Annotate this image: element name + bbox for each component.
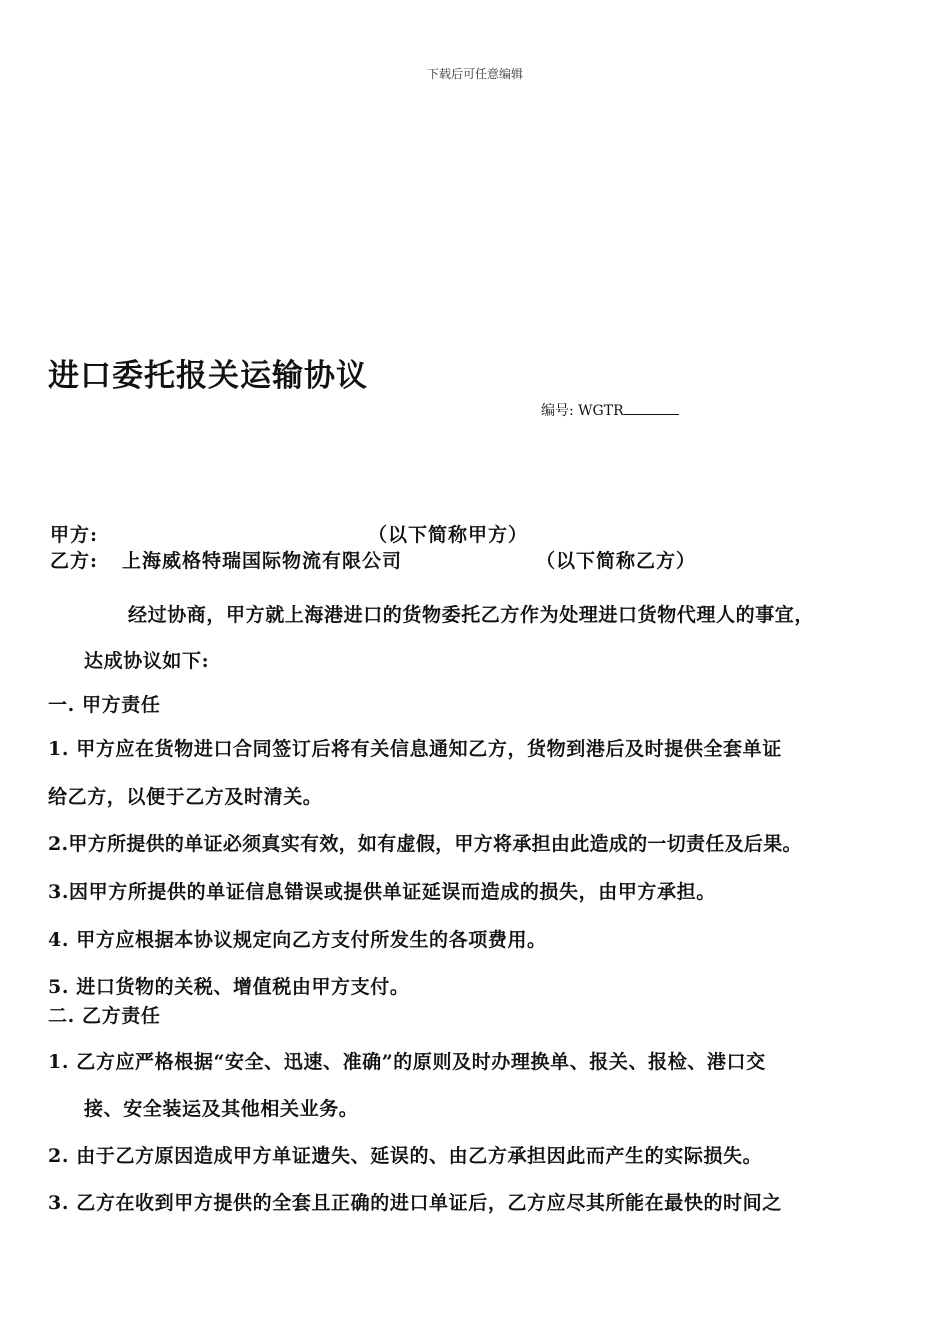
section-2-item-1-line-1: 1. 乙方应严格根据“安全、迅速、准确”的原则及时办理换单、报关、报检、港口交 (48, 1051, 766, 1073)
section-1-item-1-line-1: 1. 甲方应在货物进口合同签订后将有关信息通知乙方，货物到港后及时提供全套单证 (48, 738, 782, 760)
contract-number-blank (624, 402, 679, 415)
section-2-item-3: 3. 乙方在收到甲方提供的全套且正确的进口单证后，乙方应尽其所能在最快的时间之 (48, 1192, 782, 1214)
section-1-item-5: 5. 进口货物的关税、增值税由甲方支付。 (48, 976, 410, 998)
document-title: 进口委托报关运输协议 (48, 358, 368, 394)
section-1-item-3: 3.因甲方所提供的单证信息错误或提供单证延误而造成的损失，由甲方承担。 (48, 881, 716, 903)
party-b-note: （以下简称乙方） (536, 550, 697, 572)
section-2-item-2: 2. 由于乙方原因造成甲方单证遗失、延误的、由乙方承担因此而产生的实际损失。 (48, 1145, 763, 1167)
section-1-heading: 一. 甲方责任 (48, 694, 161, 716)
section-1-item-4: 4. 甲方应根据本协议规定向乙方支付所发生的各项费用。 (48, 929, 547, 951)
section-2-item-1-line-2: 接、安全装运及其他相关业务。 (84, 1098, 359, 1120)
intro-line-2: 达成协议如下: (84, 650, 210, 672)
header-note: 下载后可任意编辑 (426, 67, 523, 81)
party-b-label: 乙方: (50, 550, 99, 572)
section-1-item-1-line-2: 给乙方，以便于乙方及时清关。 (48, 786, 323, 808)
party-a-label: 甲方: (50, 524, 99, 546)
section-2-heading: 二. 乙方责任 (48, 1005, 161, 1027)
contract-number (541, 400, 679, 420)
party-b-name: 上海威格特瑞国际物流有限公司 (122, 550, 403, 572)
section-1-item-2: 2.甲方所提供的单证必须真实有效，如有虚假，甲方将承担由此造成的一切责任及后果。 (48, 833, 802, 855)
contract-number-label: 编号: WGTR (541, 403, 624, 419)
intro-line-1: 经过协商，甲方就上海港进口的货物委托乙方作为处理进口货物代理人的事宜， (128, 604, 815, 626)
party-a-note: （以下简称甲方） (368, 524, 529, 546)
